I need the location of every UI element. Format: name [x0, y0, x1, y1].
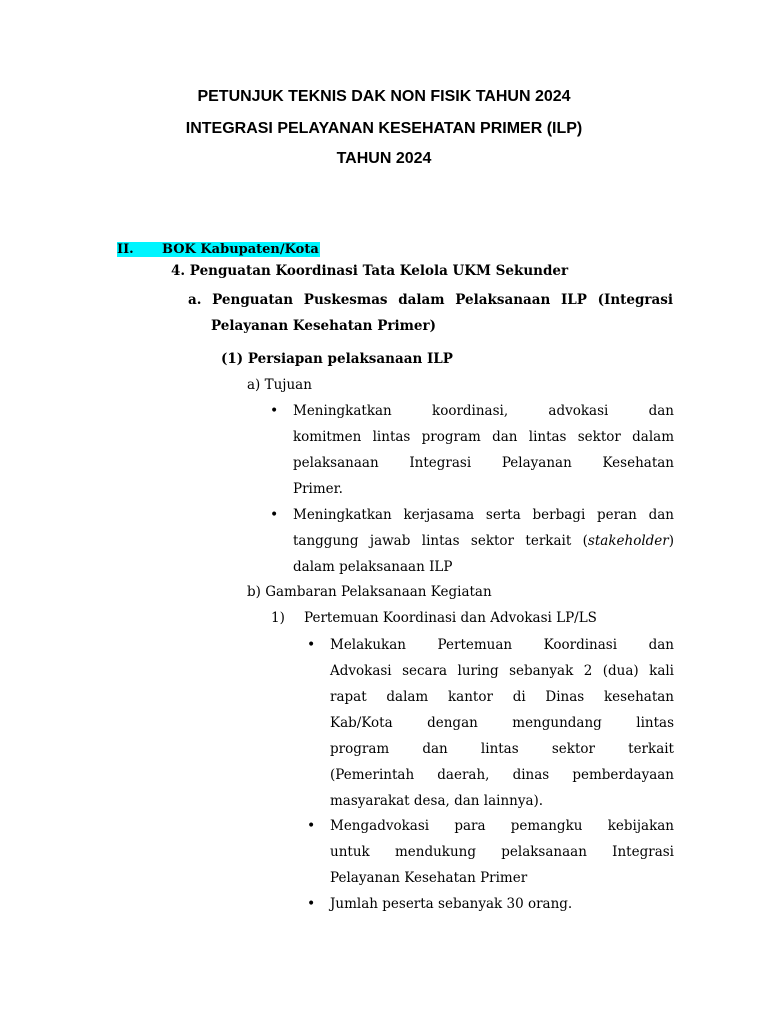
b1-bullet-1-line-3: rapat dalam kantor di Dinas kesehatan	[330, 689, 674, 705]
b1-bullet-3	[330, 891, 674, 917]
tujuan-bullet-2-line-3: dalam pelaksanaan ILP	[293, 559, 453, 575]
b1-bullet-2-line-1: Mengadvokasi para pemangku kebijakan	[330, 818, 674, 834]
tujuan-bullet-2-line-1: Meningkatkan kerjasama serta berbagi peran dan	[293, 507, 674, 523]
b1-bullet-1-line-4: Kab/Kota dengan mengundang lintas	[330, 715, 674, 731]
tujuan-bullet-1-line-4: Primer.	[293, 481, 343, 497]
tujuan-bullet-1-line-2: komitmen lintas program dan lintas sektor dalam	[293, 429, 674, 445]
section-title: BOK Kabupaten/Kota	[162, 242, 319, 257]
bullet-icon: •	[270, 507, 279, 523]
b1-number: 1)	[271, 610, 285, 626]
tujuan-bullet-1	[293, 398, 674, 502]
b1-bullet-1-line-6: (Pemerintah daerah, dinas pemberdayaan	[330, 767, 674, 783]
stakeholder-term: stakeholder	[587, 533, 669, 549]
closing-paren: )	[668, 533, 674, 549]
tujuan-bullet-2	[293, 502, 674, 580]
bullet-icon: •	[270, 403, 279, 419]
b1-bullet-2	[330, 813, 674, 891]
b1-bullet-1-line-5: program dan lintas sektor terkait	[330, 741, 674, 757]
b1-bullet-1-line-1: Melakukan Pertemuan Koordinasi dan	[330, 637, 674, 653]
tujuan-bullet-2-line-2	[293, 528, 674, 554]
b1-bullet-2-line-2: untuk mendukung pelaksanaan Integrasi	[330, 844, 674, 860]
gambaran-label: b) Gambaran Pelaksanaan Kegiatan	[247, 584, 492, 600]
document-title-line-1: PETUNJUK TEKNIS DAK NON FISIK TAHUN 2024	[197, 88, 571, 105]
subsection-a-line-2: Pelayanan Kesehatan Primer)	[211, 318, 436, 334]
subsection-a-heading	[188, 287, 673, 313]
bullet-icon: •	[307, 896, 316, 912]
subsection-4-heading: 4. Penguatan Koordinasi Tata Kelola UKM Sekunder	[171, 263, 569, 279]
section-number: II.	[117, 242, 163, 257]
bullet-icon: •	[307, 637, 316, 653]
b1-bullet-1-line-7: masyarakat desa, dan lainnya).	[330, 793, 544, 809]
tujuan-bullet-1-line-3: pelaksanaan Integrasi Pelayanan Kesehatan	[293, 455, 674, 471]
subsection-a-line-1: a. Penguatan Puskesmas dalam Pelaksanaan ILP (Integrasi	[188, 292, 673, 308]
b1-bullet-1	[330, 632, 674, 814]
bullet-icon: •	[307, 818, 316, 834]
item-1-heading: (1) Persiapan pelaksanaan ILP	[221, 351, 453, 367]
b1-heading: Pertemuan Koordinasi dan Advokasi LP/LS	[304, 610, 597, 626]
document-title-line-3: TAHUN 2024	[336, 150, 432, 167]
b1-bullet-2-line-3: Pelayanan Kesehatan Primer	[330, 870, 528, 886]
document-title-line-2: INTEGRASI PELAYANAN KESEHATAN PRIMER (ILP)	[185, 120, 583, 137]
tujuan-label: a) Tujuan	[247, 377, 312, 393]
b1-bullet-1-line-2: Advokasi secara luring sebanyak 2 (dua) kali	[330, 663, 674, 679]
tujuan-bullet-2-text: tanggung jawab lintas sektor terkait (	[293, 533, 588, 549]
tujuan-bullet-1-line-1: Meningkatkan koordinasi, advokasi dan	[293, 403, 674, 419]
b1-bullet-3-line-1: Jumlah peserta sebanyak 30 orang.	[330, 896, 573, 912]
